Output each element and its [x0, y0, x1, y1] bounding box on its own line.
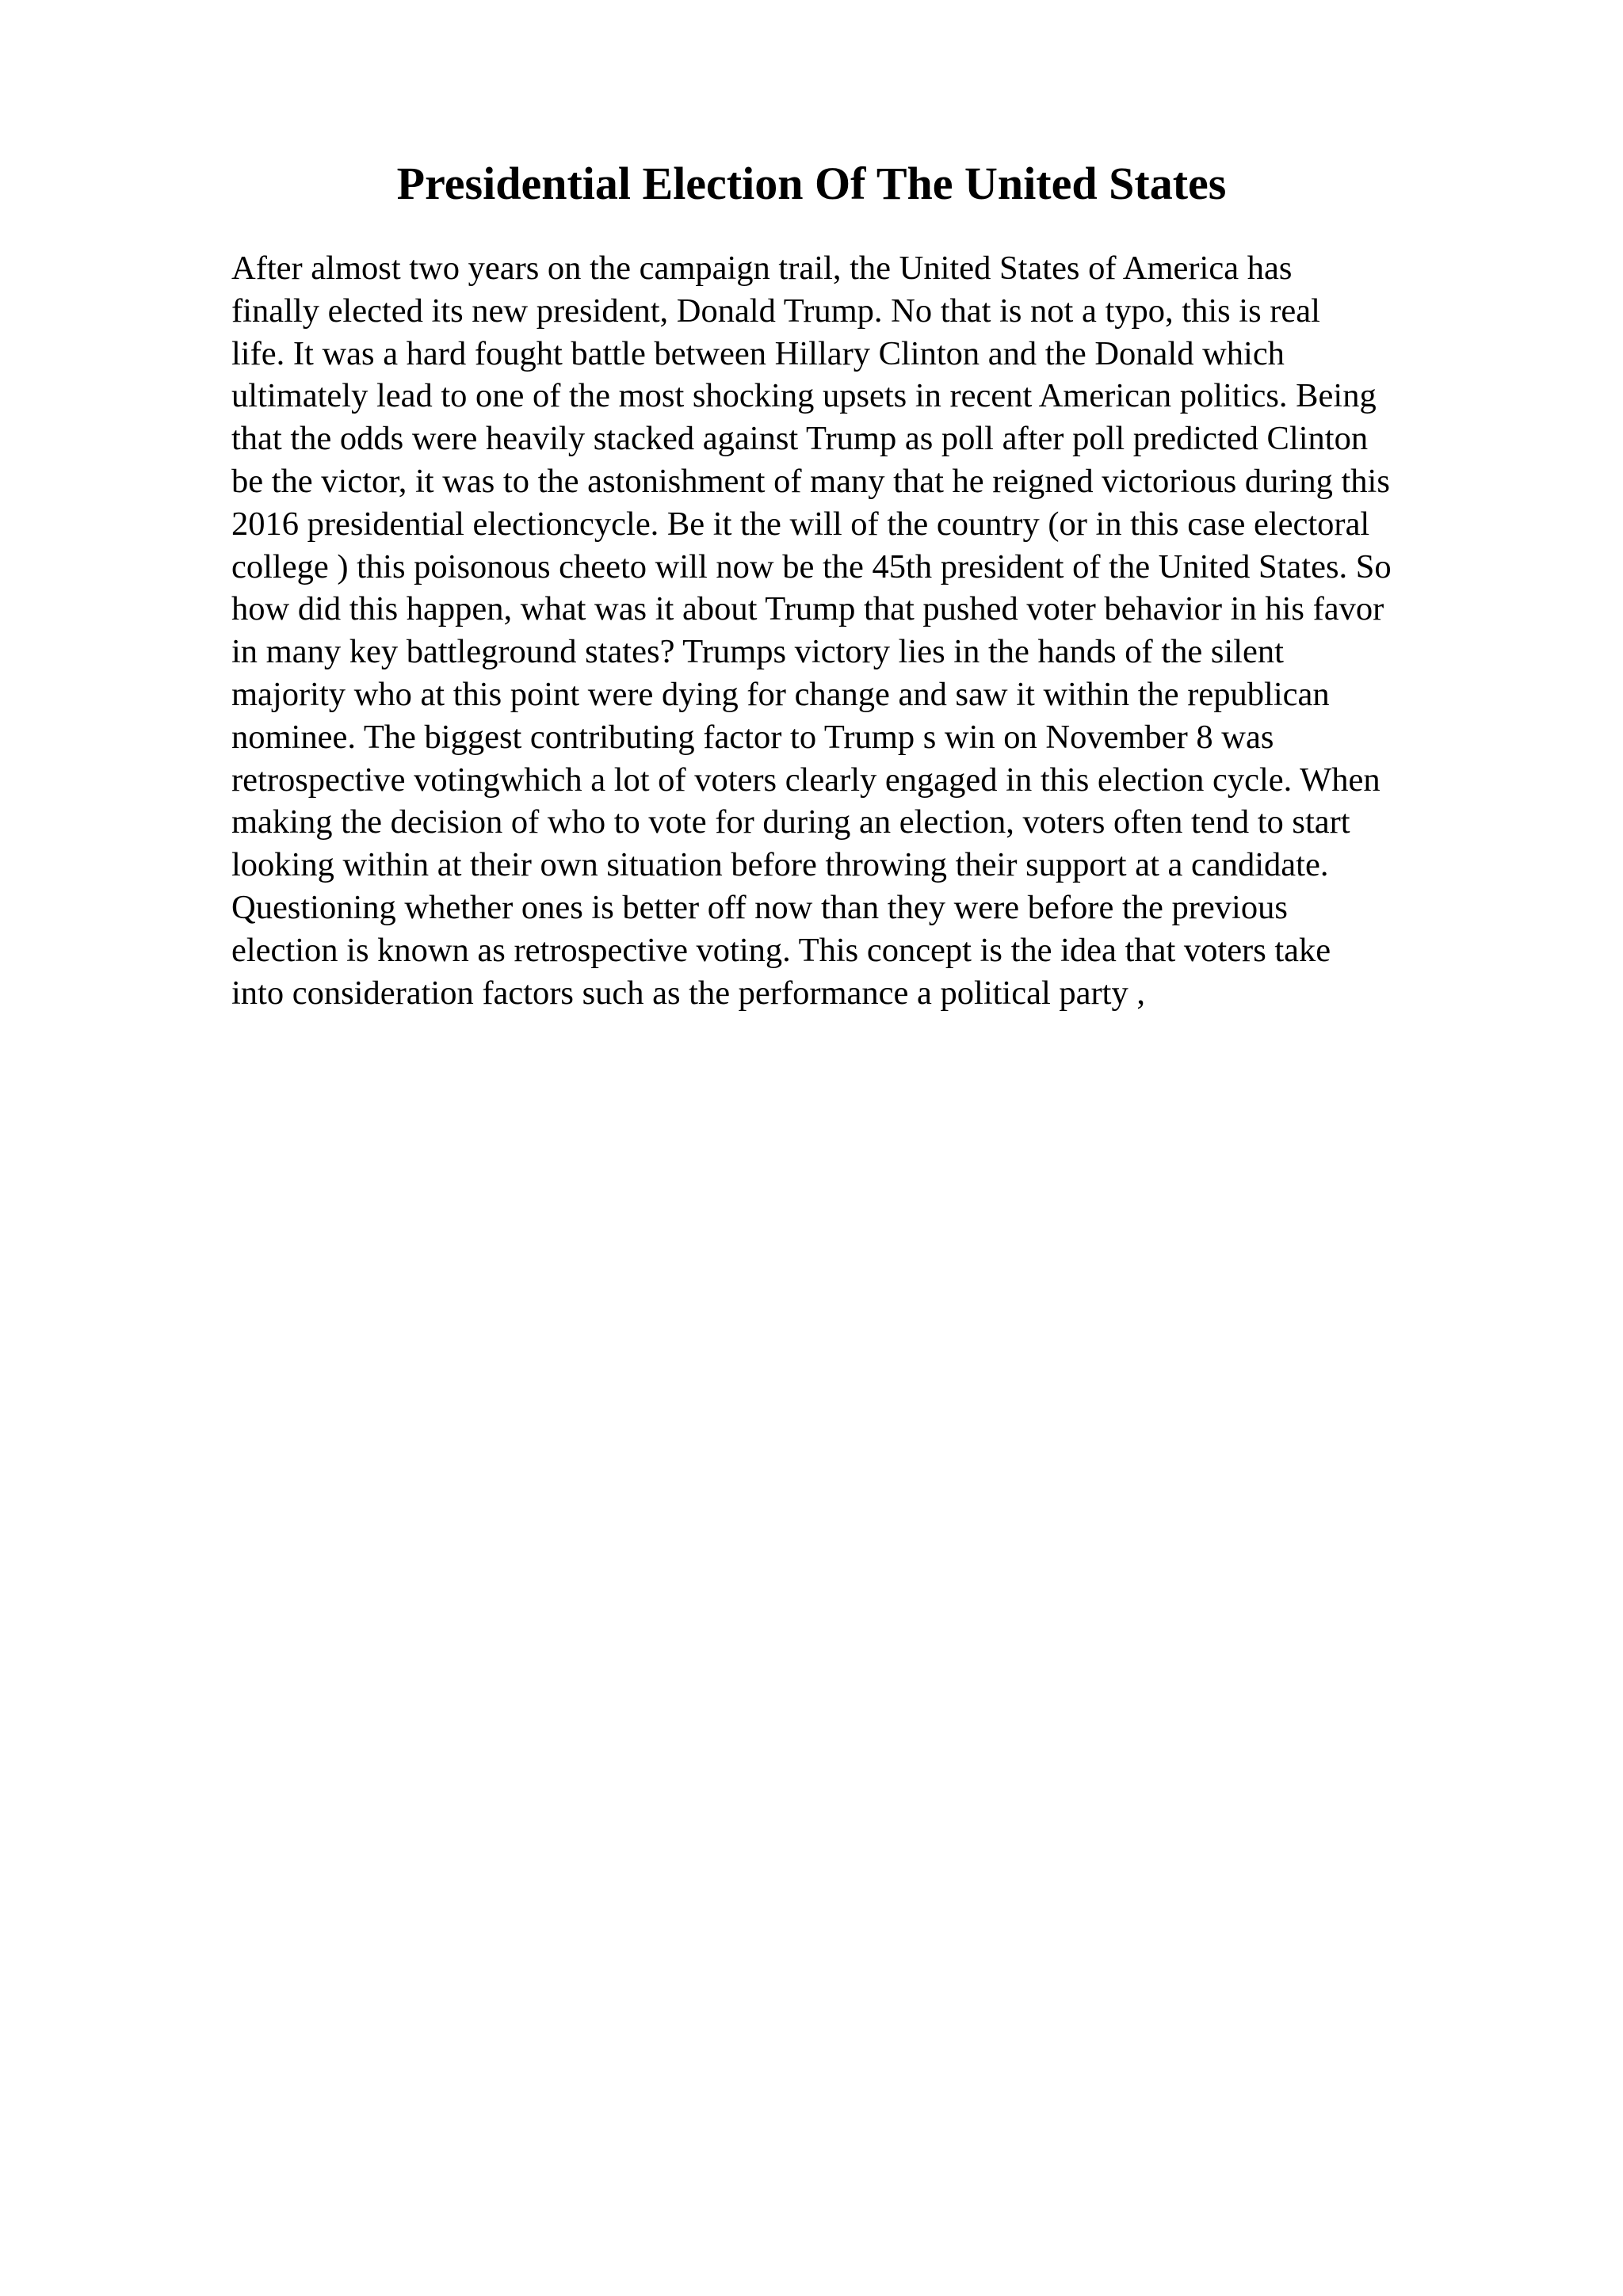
body-line: looking within at their own situation before throwing their support at a candidate. — [231, 846, 1329, 884]
body-line: After almost two years on the campaign trail, the United States of America has — [231, 250, 1293, 287]
body-line: that the odds were heavily stacked against Trump as poll after poll predicted Clinton — [231, 420, 1369, 458]
body-line: life. It was a hard fought battle between Hillary Clinton and the Donald which — [231, 334, 1285, 372]
body-line: retrospective votingwhich a lot of voters clearly engaged in this election cycle. When — [231, 761, 1381, 799]
body-line: college ) this poisonous cheeto will now be the 45th president of the United States. So — [231, 547, 1392, 585]
document-title: Presidential Election Of The United States — [396, 158, 1227, 209]
body-line: finally elected its new president, Donald Trump. No that is not a typo, this is real — [231, 292, 1320, 330]
body-line: Questioning whether ones is better off now than they were before the previous — [231, 888, 1288, 926]
body-line: making the decision of who to vote for during an election, voters often tend to start — [231, 803, 1350, 841]
body-line: majority who at this point were dying for change and saw it within the republican — [231, 675, 1330, 713]
body-line: in many key battleground states? Trumps victory lies in the hands of the silent — [231, 633, 1284, 671]
document-body — [231, 247, 1539, 1014]
body-line: be the victor, it was to the astonishment of many that he reigned victorious during this — [231, 462, 1390, 500]
body-line: 2016 presidential electioncycle. Be it the will of the country (or in this case electoral — [231, 505, 1370, 543]
body-line: election is known as retrospective voting. This concept is the idea that voters take — [231, 931, 1331, 969]
body-line: nominee. The biggest contributing factor to Trump s win on November 8 was — [231, 718, 1274, 756]
body-line: into consideration factors such as the performance a political party , — [231, 974, 1145, 1012]
body-line: how did this happen, what was it about Trump that pushed voter behavior in his favor — [231, 590, 1384, 628]
body-line: ultimately lead to one of the most shocking upsets in recent American politics. Being — [231, 377, 1377, 415]
